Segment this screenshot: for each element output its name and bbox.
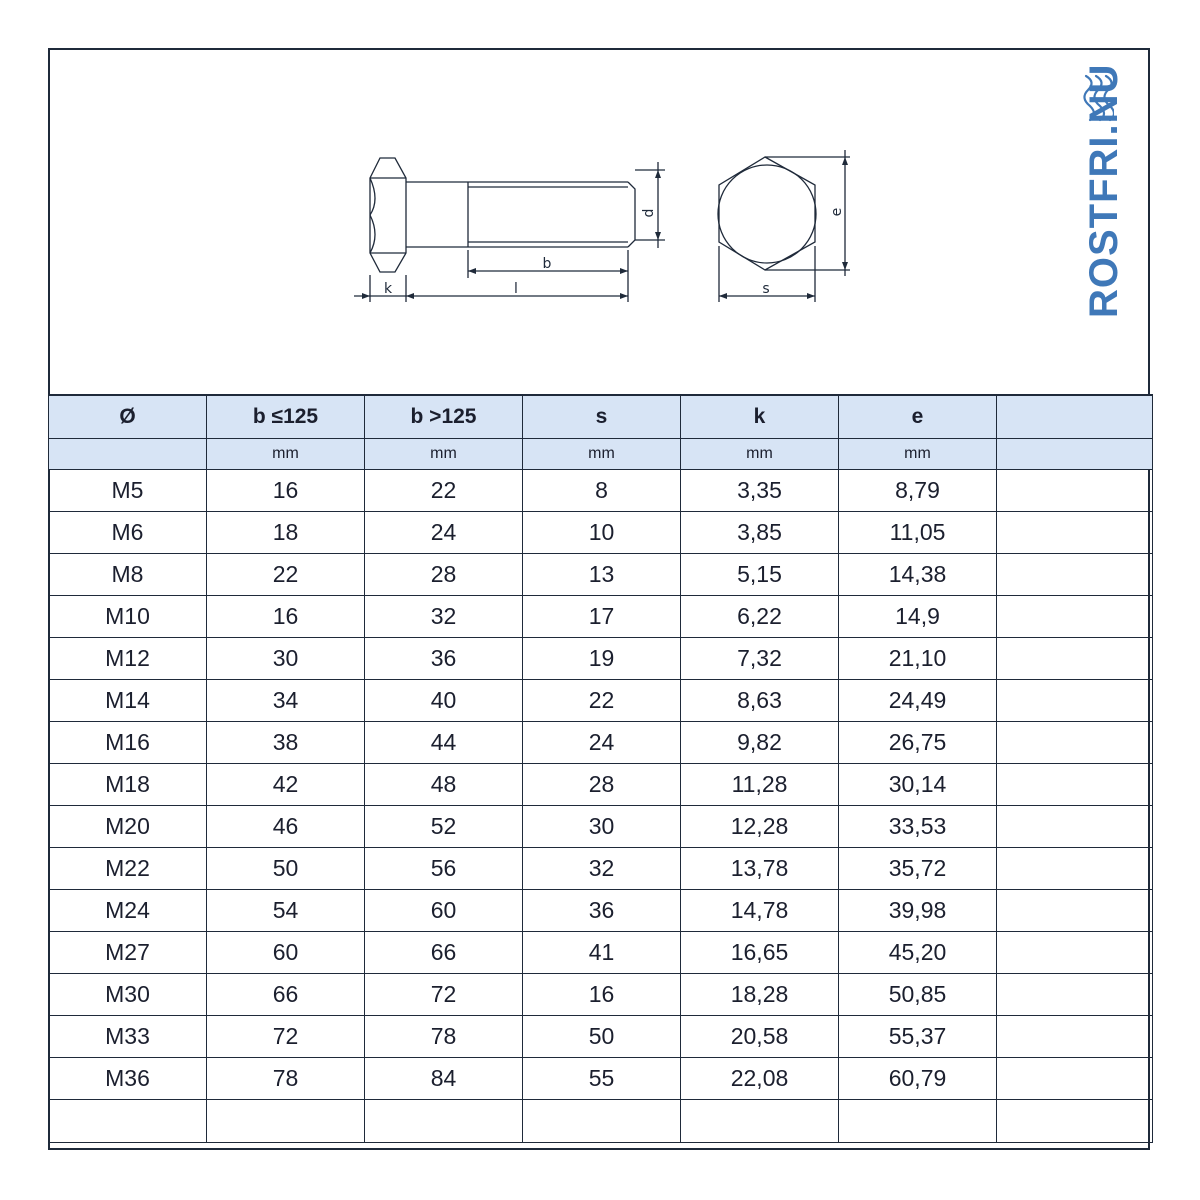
- table-cell: 60: [365, 890, 523, 932]
- table-cell: M33: [49, 1016, 207, 1058]
- table-cell: 24,49: [839, 680, 997, 722]
- table-cell: 24: [523, 722, 681, 764]
- table-cell: 46: [207, 806, 365, 848]
- table-cell: [997, 848, 1153, 890]
- table-cell: 11,05: [839, 512, 997, 554]
- table-cell: 42: [207, 764, 365, 806]
- table-cell: 8: [523, 470, 681, 512]
- table-cell: 36: [523, 890, 681, 932]
- table-cell: M12: [49, 638, 207, 680]
- table-cell: M8: [49, 554, 207, 596]
- column-unit: [49, 439, 207, 470]
- table-cell: M22: [49, 848, 207, 890]
- table-cell: 13,78: [681, 848, 839, 890]
- table-cell: M16: [49, 722, 207, 764]
- table-cell: M27: [49, 932, 207, 974]
- table-cell: 72: [365, 974, 523, 1016]
- table-cell: 84: [365, 1058, 523, 1100]
- table-cell: 18,28: [681, 974, 839, 1016]
- table-cell: 50: [207, 848, 365, 890]
- table-cell: 17: [523, 596, 681, 638]
- table-cell: 30,14: [839, 764, 997, 806]
- column-header: e: [839, 395, 997, 439]
- table-row: [49, 1058, 1153, 1100]
- table-cell: 39,98: [839, 890, 997, 932]
- column-header: [997, 395, 1153, 439]
- table-row: [49, 1016, 1153, 1058]
- table-row: [49, 512, 1153, 554]
- table-cell: [207, 1100, 365, 1143]
- wave-lines-icon: [1082, 74, 1114, 122]
- table-cell: [365, 1100, 523, 1143]
- table-row: [49, 806, 1153, 848]
- table-cell: 3,85: [681, 512, 839, 554]
- table-row: [49, 680, 1153, 722]
- table-cell: 8,79: [839, 470, 997, 512]
- dim-label-e: e: [829, 207, 845, 217]
- table-cell: 16: [207, 470, 365, 512]
- table-cell: [49, 1100, 207, 1143]
- table-cell: 38: [207, 722, 365, 764]
- table-cell: 78: [365, 1016, 523, 1058]
- table-cell: 60: [207, 932, 365, 974]
- table-cell: 28: [523, 764, 681, 806]
- table-row: [49, 470, 1153, 512]
- table-cell: 40: [365, 680, 523, 722]
- table-cell: 45,20: [839, 932, 997, 974]
- table-cell: 56: [365, 848, 523, 890]
- table-cell: 35,72: [839, 848, 997, 890]
- table-cell: 16,65: [681, 932, 839, 974]
- table-cell: 22: [523, 680, 681, 722]
- column-unit: [997, 439, 1153, 470]
- table-cell: 16: [207, 596, 365, 638]
- column-unit: mm: [523, 439, 681, 470]
- table-cell: 6,22: [681, 596, 839, 638]
- table-cell: [997, 1016, 1153, 1058]
- table-cell: 41: [523, 932, 681, 974]
- table-cell: 20,58: [681, 1016, 839, 1058]
- table-cell: [997, 1058, 1153, 1100]
- table-cell: M30: [49, 974, 207, 1016]
- table-cell: [997, 806, 1153, 848]
- table-cell: 26,75: [839, 722, 997, 764]
- table-cell: M36: [49, 1058, 207, 1100]
- brand-logo-text: ROSTFRI.NU: [1082, 63, 1126, 318]
- table-cell: 19: [523, 638, 681, 680]
- column-header: b ≤125: [207, 395, 365, 439]
- table-row: [49, 596, 1153, 638]
- table-cell: 32: [523, 848, 681, 890]
- table-cell: [523, 1100, 681, 1143]
- column-unit: mm: [681, 439, 839, 470]
- table-cell: 22,08: [681, 1058, 839, 1100]
- table-row: [49, 722, 1153, 764]
- bolt-technical-drawing: [50, 50, 1148, 394]
- table-body: [49, 470, 1153, 1143]
- table-cell: 5,15: [681, 554, 839, 596]
- table-cell: M20: [49, 806, 207, 848]
- table-cell: [997, 1100, 1153, 1143]
- table-cell: [681, 1100, 839, 1143]
- table-cell: 9,82: [681, 722, 839, 764]
- table-cell: 14,78: [681, 890, 839, 932]
- table-cell: 48: [365, 764, 523, 806]
- table-cell: [997, 638, 1153, 680]
- column-header: b >125: [365, 395, 523, 439]
- table-cell: 52: [365, 806, 523, 848]
- table-cell: [997, 512, 1153, 554]
- table-cell: 22: [365, 470, 523, 512]
- table-cell: 13: [523, 554, 681, 596]
- table-cell: 30: [207, 638, 365, 680]
- table-cell: [997, 722, 1153, 764]
- dim-label-k: k: [383, 281, 393, 297]
- column-header: s: [523, 395, 681, 439]
- table-cell: 3,35: [681, 470, 839, 512]
- table-cell: 32: [365, 596, 523, 638]
- table-cell: 12,28: [681, 806, 839, 848]
- table-units-row: [49, 439, 1153, 470]
- dim-label-s: s: [762, 281, 770, 297]
- column-header: k: [681, 395, 839, 439]
- table-cell: M14: [49, 680, 207, 722]
- table-cell: 8,63: [681, 680, 839, 722]
- table-cell: 10: [523, 512, 681, 554]
- table-row: [49, 932, 1153, 974]
- table-row: [49, 974, 1153, 1016]
- dim-label-l: l: [514, 281, 518, 297]
- table-cell: 66: [207, 974, 365, 1016]
- column-unit: mm: [207, 439, 365, 470]
- table-row: [49, 764, 1153, 806]
- dim-label-b: b: [542, 256, 552, 272]
- table-row: [49, 848, 1153, 890]
- column-unit: mm: [365, 439, 523, 470]
- table-cell: 30: [523, 806, 681, 848]
- table-cell: 11,28: [681, 764, 839, 806]
- table-cell: 22: [207, 554, 365, 596]
- table-cell: 34: [207, 680, 365, 722]
- table-cell: 36: [365, 638, 523, 680]
- table-cell: M5: [49, 470, 207, 512]
- table-cell: 33,53: [839, 806, 997, 848]
- table-cell: [997, 890, 1153, 932]
- table-cell: 78: [207, 1058, 365, 1100]
- table-cell: [997, 554, 1153, 596]
- table-cell: M24: [49, 890, 207, 932]
- table-cell: 72: [207, 1016, 365, 1058]
- table-cell: 14,38: [839, 554, 997, 596]
- table-cell: [997, 596, 1153, 638]
- table-cell: 55,37: [839, 1016, 997, 1058]
- table-cell: M10: [49, 596, 207, 638]
- bolt-dimensions-table: [48, 394, 1153, 1143]
- table-cell: [997, 470, 1153, 512]
- table-cell: [997, 974, 1153, 1016]
- table-cell: 44: [365, 722, 523, 764]
- table-cell: M6: [49, 512, 207, 554]
- table-cell: [997, 680, 1153, 722]
- dim-label-d: d: [641, 208, 657, 218]
- table-cell: [839, 1100, 997, 1143]
- table-cell: 24: [365, 512, 523, 554]
- spec-sheet-frame: [48, 48, 1150, 1150]
- table-row: [49, 890, 1153, 932]
- table-cell: [997, 764, 1153, 806]
- table-cell: M18: [49, 764, 207, 806]
- table-cell: [997, 932, 1153, 974]
- table-cell: 16: [523, 974, 681, 1016]
- table-row: [49, 638, 1153, 680]
- brand-logo: [1082, 63, 1126, 374]
- table-cell: 66: [365, 932, 523, 974]
- table-cell: 50,85: [839, 974, 997, 1016]
- table-cell: 50: [523, 1016, 681, 1058]
- table-cell: 18: [207, 512, 365, 554]
- table-header-row: [49, 395, 1153, 439]
- table-cell: 28: [365, 554, 523, 596]
- table-cell: 54: [207, 890, 365, 932]
- table-cell: 7,32: [681, 638, 839, 680]
- table-row: [49, 1100, 1153, 1143]
- table-cell: 60,79: [839, 1058, 997, 1100]
- table-cell: 55: [523, 1058, 681, 1100]
- table-row: [49, 554, 1153, 596]
- table-cell: 14,9: [839, 596, 997, 638]
- bolt-drawing-svg: [50, 50, 1148, 394]
- table-cell: 21,10: [839, 638, 997, 680]
- column-header: Ø: [49, 395, 207, 439]
- column-unit: mm: [839, 439, 997, 470]
